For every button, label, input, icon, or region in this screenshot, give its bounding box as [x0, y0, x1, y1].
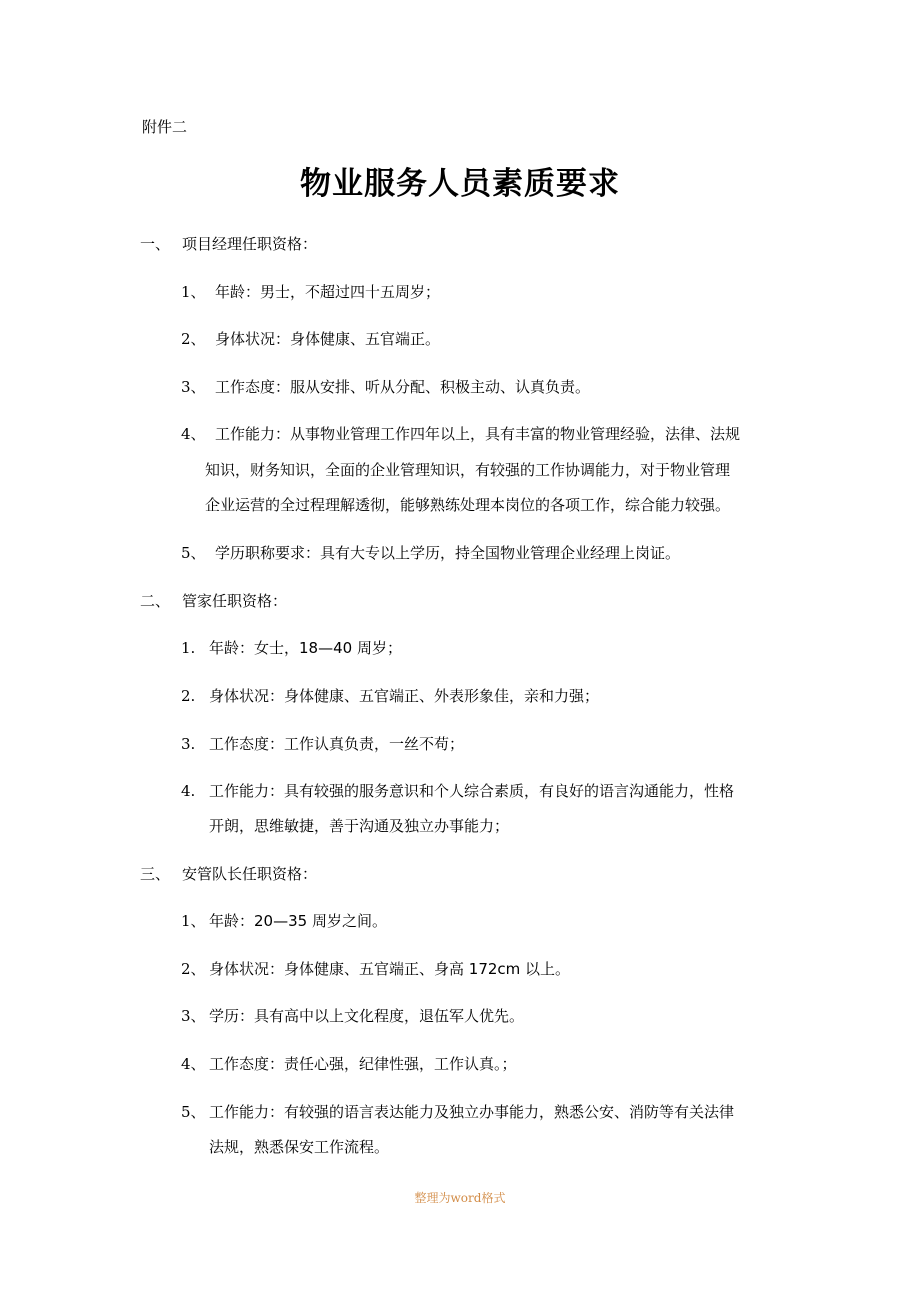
item-number: 1、: [181, 283, 206, 301]
section-title: 项目经理任职资格：: [182, 235, 318, 253]
list-item: [181, 542, 680, 563]
item-text: 年龄：20—35 周岁之间。: [209, 912, 387, 930]
item-number: 1、: [181, 912, 206, 930]
item-text: 身体状况：身体健康、五官端正。: [215, 330, 441, 348]
item-number: 3、: [181, 1007, 206, 1025]
item-text: 年龄：女士，18—40 周岁；: [209, 639, 402, 657]
list-item: [181, 733, 464, 754]
list-item: [181, 637, 402, 658]
item-text: 学历职称要求：具有大专以上学历，持全国物业管理企业经理上岗证。: [215, 544, 681, 562]
item-number: 4、: [181, 425, 206, 443]
item-number: 3.: [181, 735, 196, 753]
item-number: 5、: [181, 1103, 206, 1121]
item-text: 工作能力：具有较强的服务意识和个人综合素质，有良好的语言沟通能力，性格: [209, 782, 735, 800]
section-heading: [140, 863, 317, 884]
section-heading: [140, 233, 317, 254]
section-title: 管家任职资格：: [182, 592, 288, 610]
item-number: 5、: [181, 544, 206, 562]
item-text: 身体状况：身体健康、五官端正、外表形象佳，亲和力强；: [209, 687, 600, 705]
list-item: [181, 281, 440, 302]
item-continuation: 开朗，思维敏捷，善于沟通及独立办事能力；: [209, 817, 510, 835]
item-number: 2、: [181, 960, 206, 978]
section-number: 三、: [140, 865, 171, 883]
item-number: 4.: [181, 782, 196, 800]
list-item: [181, 1005, 524, 1026]
section-number: 一、: [140, 235, 171, 253]
footer-watermark: 整理为word格式: [414, 1191, 506, 1205]
page-title: 物业服务人员素质要求: [300, 166, 620, 202]
item-number: 2、: [181, 330, 206, 348]
item-text: 工作能力：有较强的语言表达能力及独立办事能力，熟悉公安、消防等有关法律: [209, 1103, 735, 1121]
list-item: [181, 780, 734, 801]
list-item: [181, 910, 387, 931]
item-number: 3、: [181, 378, 206, 396]
item-text: 身体状况：身体健康、五官端正、身高 172cm 以上。: [209, 960, 571, 978]
item-continuation: 企业运营的全过程理解透彻，能够熟练处理本岗位的各项工作，综合能力较强。: [205, 496, 731, 514]
item-number: 2.: [181, 687, 196, 705]
item-text: 工作能力：从事物业管理工作四年以上，具有丰富的物业管理经验，法律、法规: [215, 425, 741, 443]
section-title: 安管队长任职资格：: [182, 865, 318, 883]
section-heading: [140, 590, 287, 611]
item-text: 学历：具有高中以上文化程度，退伍军人优先。: [209, 1007, 525, 1025]
list-item: [181, 685, 599, 706]
item-continuation: 法规，熟悉保安工作流程。: [209, 1138, 390, 1156]
list-item: [181, 1053, 517, 1074]
section-number: 二、: [140, 592, 171, 610]
list-item: [181, 958, 570, 979]
list-item: [181, 376, 590, 397]
item-number: 1.: [181, 639, 196, 657]
item-text: 工作态度：工作认真负责，一丝不苟；: [209, 735, 465, 753]
item-text: 年龄：男士，不超过四十五周岁；: [215, 283, 441, 301]
list-item: [181, 328, 440, 349]
list-item: [181, 1101, 734, 1122]
item-text: 工作态度：服从安排、听从分配、积极主动、认真负责。: [215, 378, 591, 396]
attachment-label: 附件二: [142, 118, 188, 136]
list-item: [181, 423, 740, 444]
item-continuation: 知识，财务知识，全面的企业管理知识，有较强的工作协调能力，对于物业管理: [205, 461, 731, 479]
item-number: 4、: [181, 1055, 206, 1073]
item-text: 工作态度：责任心强，纪律性强，工作认真。；: [209, 1055, 517, 1073]
